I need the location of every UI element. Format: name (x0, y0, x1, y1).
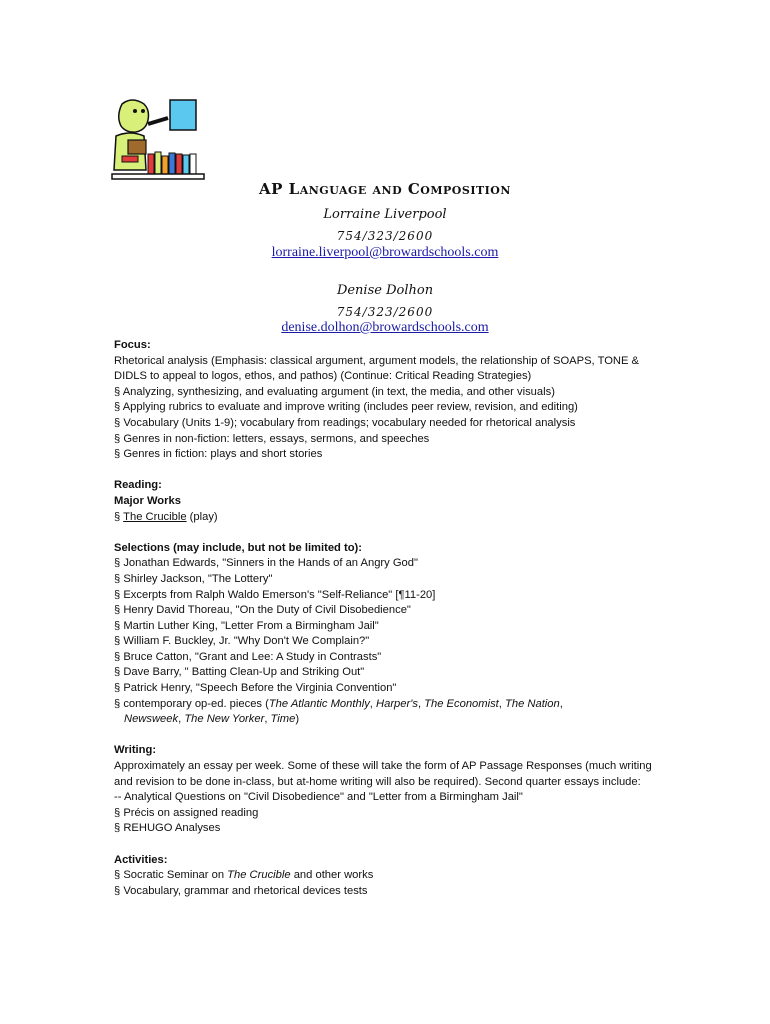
writing-intro: Approximately an essay per week. Some of these will take the form of AP Passage Responses (much writing and revision to be done in-class, but at-home writing will also be required). Second quarter essays include: (114, 760, 652, 788)
bullet: § (114, 510, 124, 523)
focus-item: § Genres in fiction: plays and short stories (114, 448, 323, 461)
activity-item: § Vocabulary, grammar and rhetorical devices tests (114, 884, 368, 897)
selection-item: § Bruce Catton, "Grant and Lee: A Study in Contrasts" (114, 650, 382, 663)
publication: Harper's (376, 697, 418, 710)
teacher1-email-link[interactable]: lorraine.liverpool@browardschools.com (271, 245, 499, 260)
publication: Time (270, 713, 296, 726)
separator: , (417, 697, 425, 710)
selections-heading: Selections (may include, but not be limited to): (114, 541, 363, 554)
selection-item: § Jonathan Edwards, "Sinners in the Hands of an Angry God" (114, 557, 418, 570)
activities-heading: Activities: (114, 853, 168, 866)
separator: , (178, 713, 185, 726)
focus-item: § Genres in non-fiction: letters, essays, sermons, and speeches (114, 432, 430, 445)
teacher2-name: Denise Dolhon (336, 283, 434, 298)
teacher2-phone: 754/323/2600 (336, 305, 434, 319)
separator: , (369, 697, 377, 710)
contemporary-lead: § contemporary op-ed. pieces ( (114, 697, 269, 710)
selection-item: § Shirley Jackson, "The Lottery" (114, 572, 273, 585)
writing-item: -- Analytical Questions on "Civil Disobedience" and "Letter from a Birmingham Jail" (114, 791, 523, 804)
teacher1-name: Lorraine Liverpool (323, 207, 447, 222)
activity-title: The Crucible (227, 869, 291, 882)
focus-item: § Applying rubrics to evaluate and improve writing (includes peer review, revision, and editing) (114, 401, 578, 414)
selection-item: § William F. Buckley, Jr. "Why Don't We Complain?" (114, 635, 370, 648)
major-works-heading: Major Works (114, 494, 181, 507)
teacher1-phone: 754/323/2600 (336, 229, 434, 243)
activity-tail: and other works (290, 869, 374, 882)
major-work-title: The Crucible (123, 510, 187, 523)
focus-heading: Focus: (114, 339, 151, 351)
page-title: AP Language and Composition (259, 180, 511, 198)
selection-item: § Dave Barry, " Batting Clean-Up and Striking Out" (114, 666, 365, 679)
selection-item: § Henry David Thoreau, "On the Duty of Civil Disobedience" (114, 604, 411, 617)
separator: , (264, 713, 271, 726)
publication: The Economist (424, 697, 499, 710)
publication: The Atlantic Monthly (268, 697, 370, 710)
focus-intro: Rhetorical analysis (Emphasis: classical argument, argument models, the relationship of SOAPS, TONE & DIDLS to appeal to logos, ethos, and pathos) (Continue: Critical Reading Strategies) (114, 354, 640, 383)
major-work-type: (play) (186, 510, 218, 523)
writing-item: § REHUGO Analyses (114, 822, 221, 835)
separator: , (498, 697, 506, 710)
selection-item: § Martin Luther King, "Letter From a Birmingham Jail" (114, 619, 379, 632)
publication: The Nation (505, 697, 560, 710)
major-work-item (114, 510, 654, 526)
close-paren: ) (295, 713, 300, 726)
separator: , (559, 697, 563, 710)
activity-lead: § Socratic Seminar on (114, 869, 228, 882)
focus-item: § Vocabulary (Units 1-9); vocabulary from readings; vocabulary needed for rhetorical analysis (114, 416, 576, 429)
contemporary-item (114, 697, 654, 728)
teacher2-email-link[interactable]: denise.dolhon@browardschools.com (281, 320, 489, 335)
publication: The New Yorker (184, 713, 265, 726)
writing-heading: Writing: (114, 744, 157, 757)
publication: Newsweek (124, 713, 179, 726)
writing-item: § Précis on assigned reading (114, 806, 259, 819)
focus-item: § Analyzing, synthesizing, and evaluating argument (in text, the media, and other visuals) (114, 385, 555, 398)
activity-item (114, 868, 654, 884)
reading-heading: Reading: (114, 479, 162, 492)
syllabus-body (114, 338, 654, 899)
selection-item: § Patrick Henry, "Speech Before the Virginia Convention" (114, 682, 397, 695)
reader-clipart (108, 94, 208, 184)
selection-item: § Excerpts from Ralph Waldo Emerson's "Self-Reliance" [¶11-20] (114, 588, 436, 601)
